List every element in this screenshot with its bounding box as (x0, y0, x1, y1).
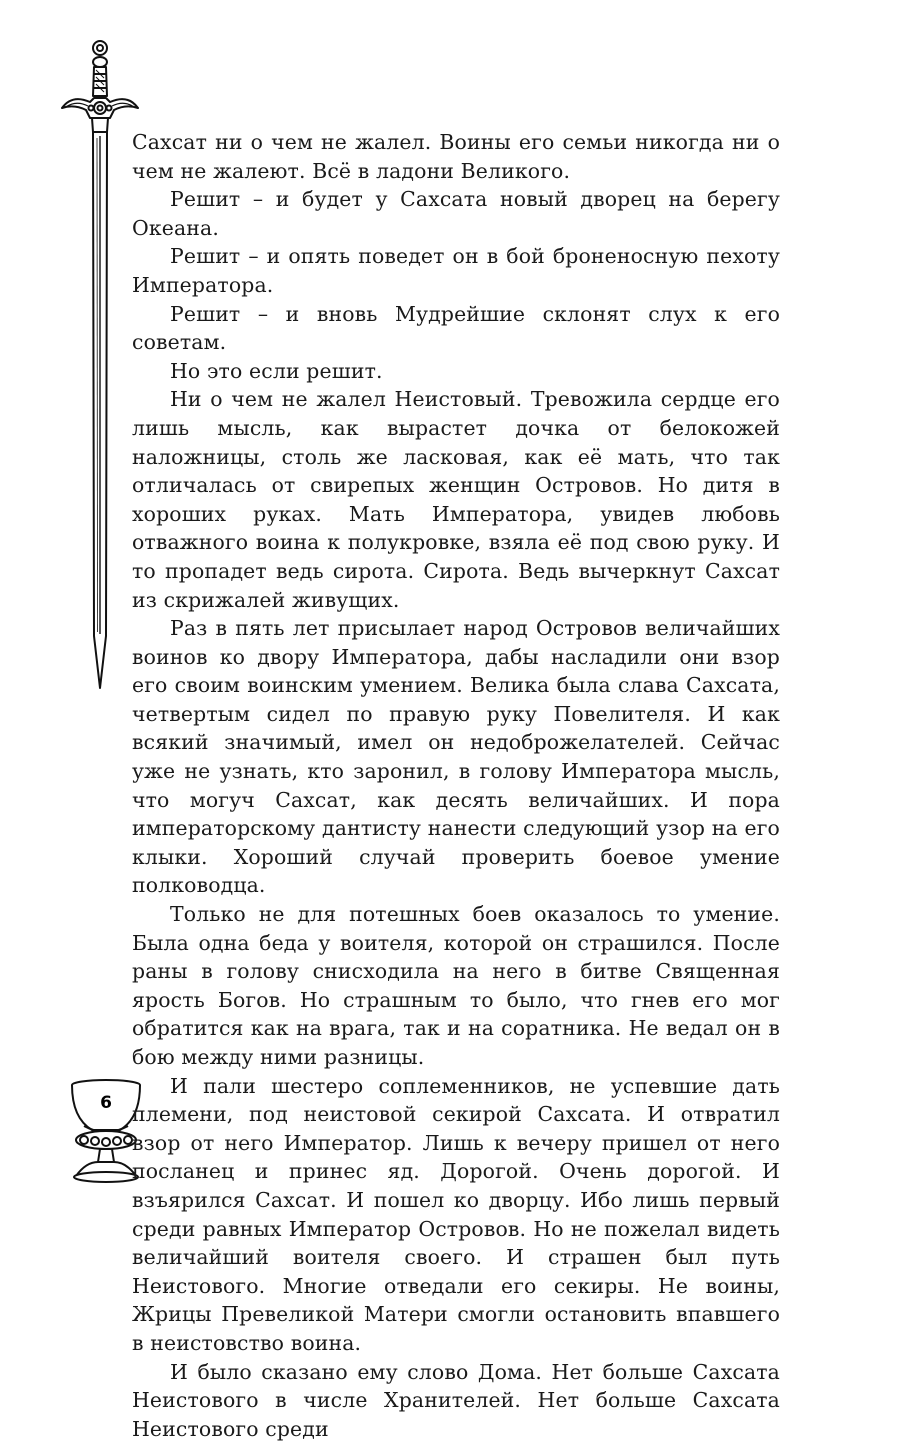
body-text (132, 128, 780, 1443)
paragraph: Но это если решит. (170, 358, 383, 383)
paragraph: И пали шестеро соплеменников, не успевшие дать племени, под неистовой секирой Сахсата. И отвратил взор от него Император. Лишь к вечеру пришел от него посланец и принес яд. Дорогой. Очень дорогой. И взъярился Сахсат. И пошел ко дворцу. Ибо лишь первый среди равных Император Островов. Но не пожелал видеть величайший воителя своего. И страшен был путь Неистового. Многие отведали его секиры. Не воины, Жрицы Превеликой Матери смогли остановить впавшего в неистовство воина. (132, 1073, 780, 1355)
paragraph: Решит – и будет у Сахсата новый дворец на берегу Океана. (132, 187, 780, 240)
paragraph: Решит – и вновь Мудрейшие склонят слух к его советам. (132, 301, 780, 355)
paragraph: Раз в пять лет присылает народ Островов величайших воинов ко двору Императора, дабы насладили они взор его своим воинским умением. Велика была слава Сахсата, четвертым сидел по правую руку Повелителя. И как всякий значимый, имел он недоброжелателей. Сейчас уже не узнать, кто заронил, в голову Императора мысль, что могуч Сахсат, как десять величайших. И пора императорскому дантисту нанести следующий узор на его клыки. Хороший случай проверить боевое умение полководца. (132, 616, 780, 898)
paragraph: И было сказано ему слово Дома. Нет больше Сахсата Неистового в числе Хранителей. Нет больше Сахсата Неистового среди (132, 1359, 780, 1441)
page-number: 6 (100, 1093, 112, 1113)
paragraph: Ни о чем не жалел Неистовый. Тревожила сердце его лишь мысль, как вырастет дочка от белокожей наложницы, столь же ласковая, как её мать, что так отличалась от свирепых женщин Островов. Но дитя в хороших руках. Мать Императора, увидев любовь отважного воина к полукровке, взяла её под свою руку. И то пропадет ведь сирота. Сирота. Ведь вычеркнут Сахсат из скрижалей живущих. (132, 387, 780, 612)
paragraph: Только не для потешных боев оказалось то умение. Была одна беда у воителя, которой он страшился. После раны в голову снисходила на него в битве Священная ярость Богов. Но страшным то было, что гнев его мог обратится как на врага, так и на соратника. Не ведал он в бою между ними разницы. (132, 902, 780, 1069)
paragraph: Решит – и опять поведет он в бой броненосную пехоту Императора. (132, 244, 780, 297)
paragraph: Сахсат ни о чем не жалел. Воины его семьи никогда ни о чем не жалеют. Всё в ладони Великого. (132, 130, 780, 183)
